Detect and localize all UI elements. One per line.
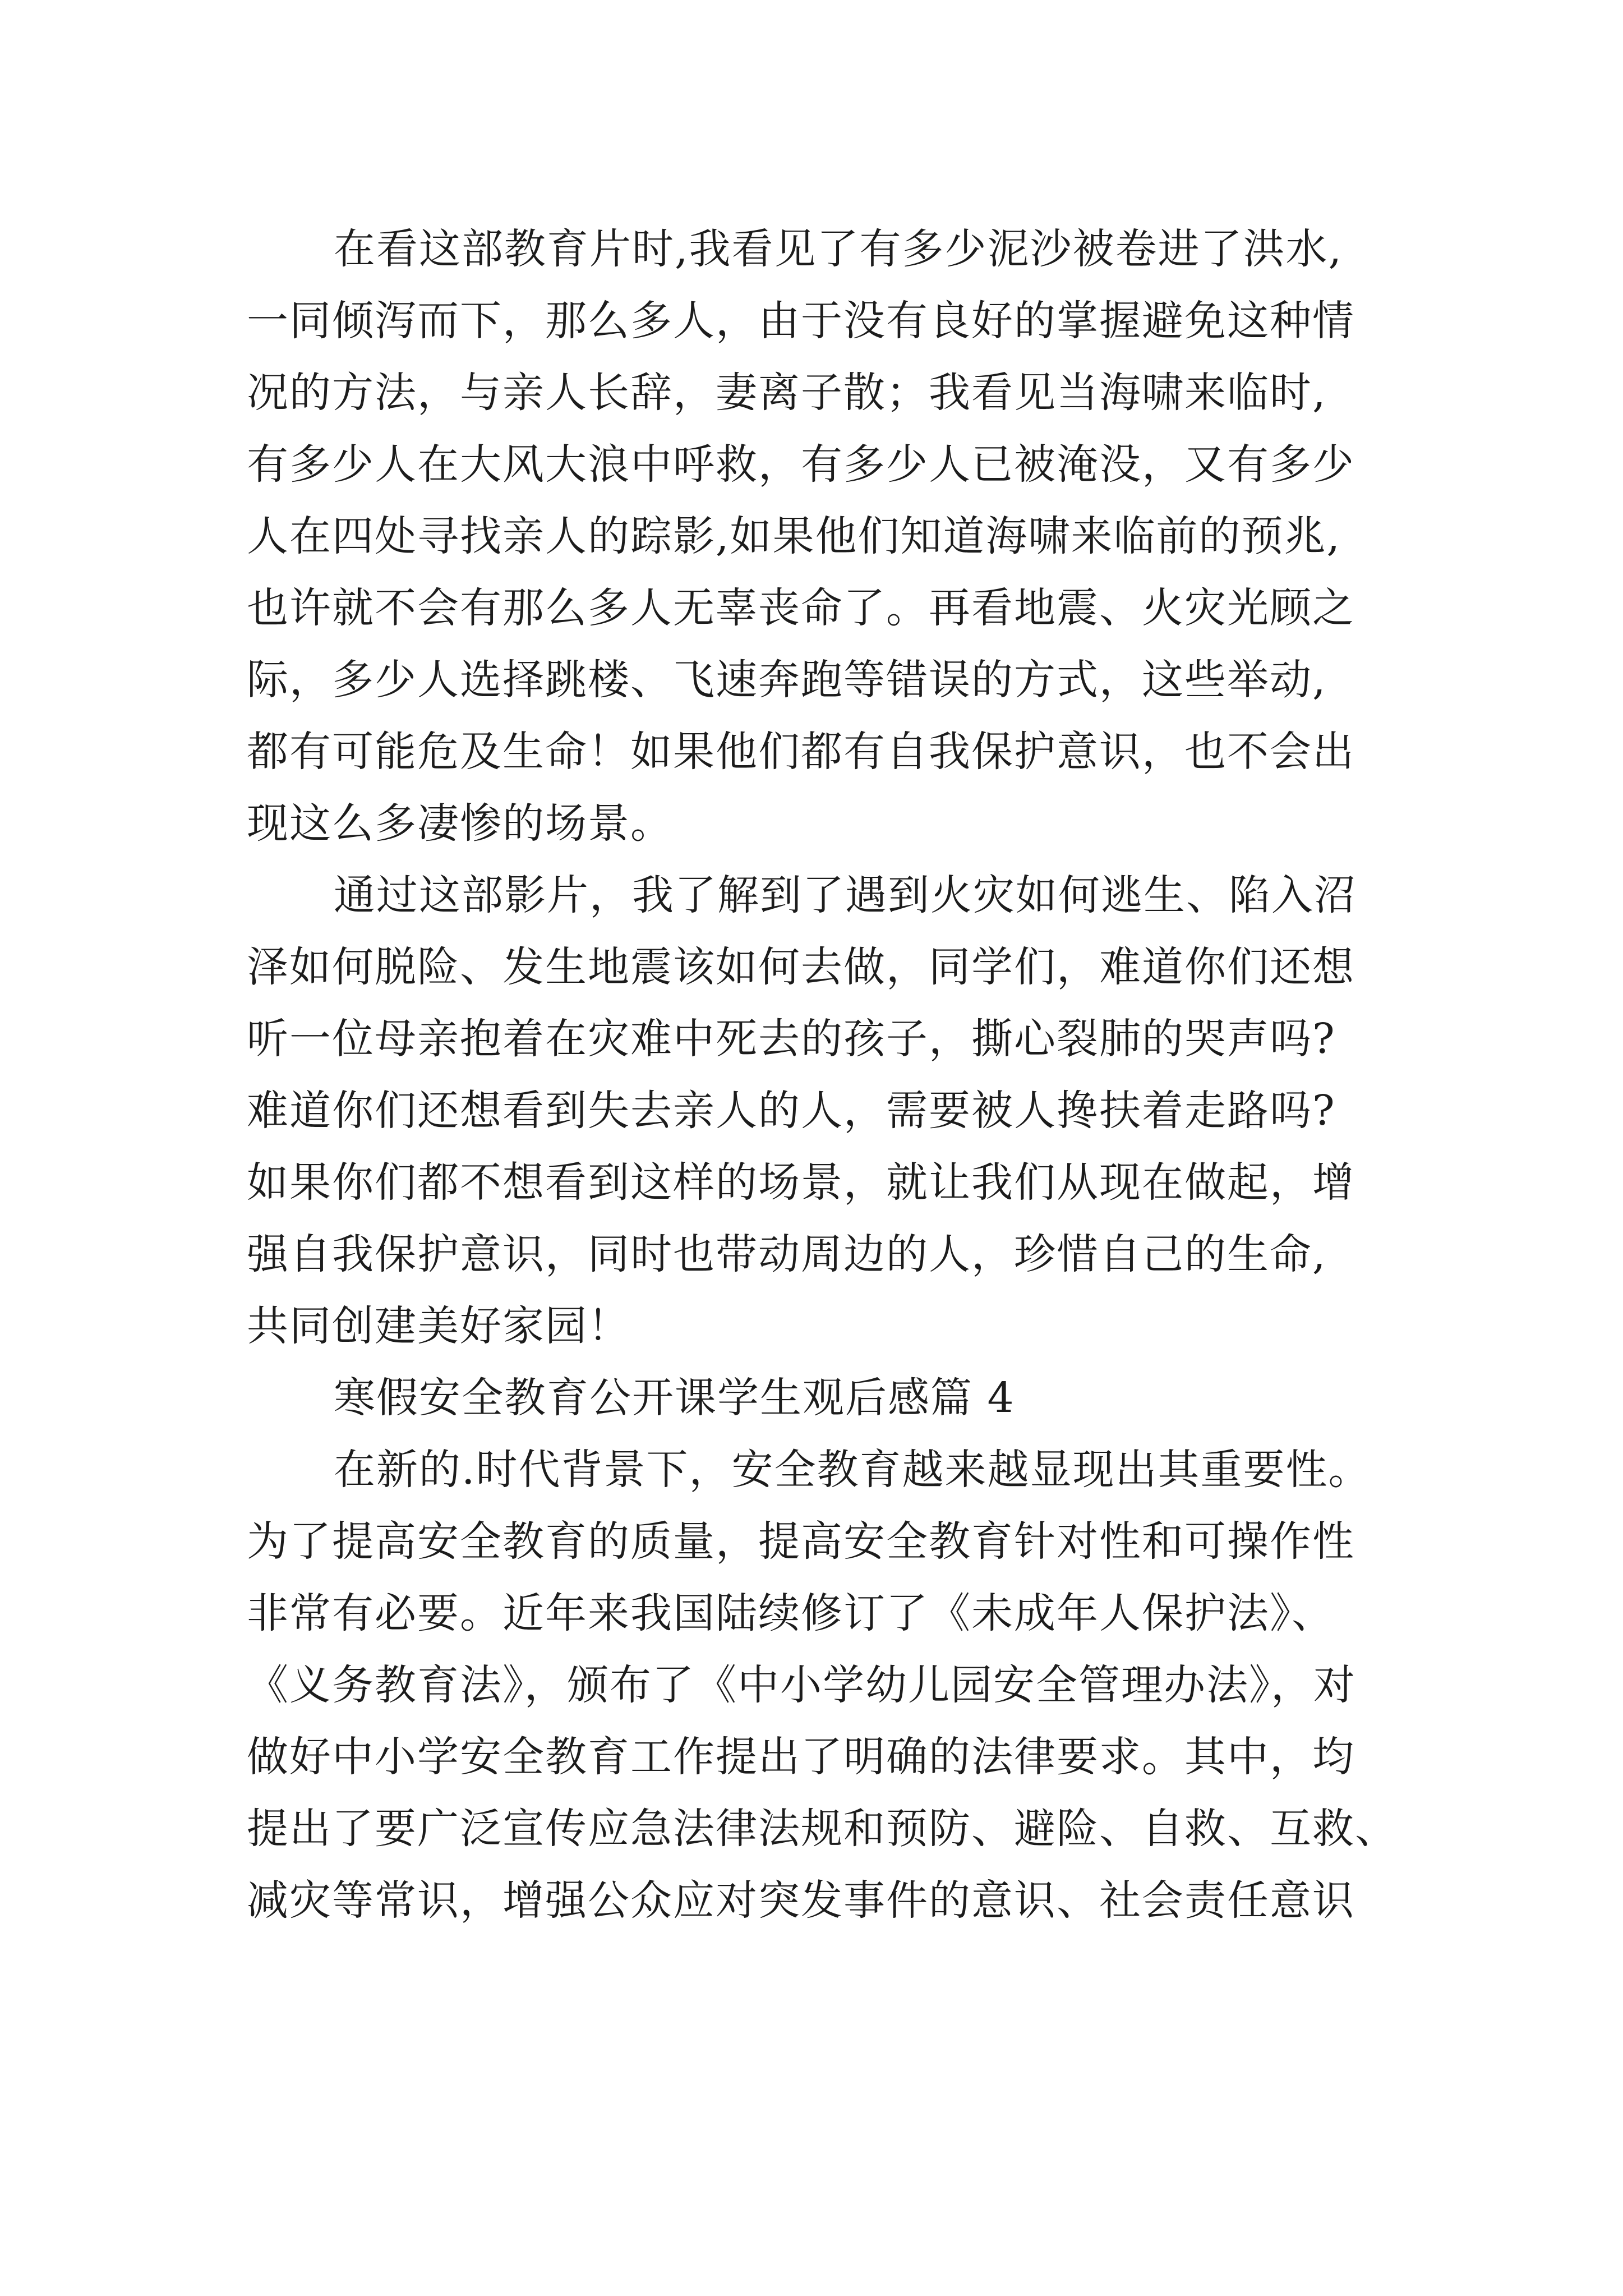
text-line: 为了提高安全教育的质量，提高安全教育针对性和可操作性	[247, 1517, 1355, 1566]
text-line: 做好中小学安全教育工作提出了明确的法律要求。其中，均	[247, 1733, 1355, 1781]
text-line: 也许就不会有那么多人无辜丧命了。再看地震、火灾光顾之	[247, 584, 1355, 632]
text-line: 在新的.时代背景下，安全教育越来越显现出其重要性。	[334, 1446, 1371, 1494]
text-line: 在看这部教育片时,我看见了有多少泥沙被卷进了洪水,	[334, 225, 1343, 273]
text-line: 际，多少人选择跳楼、飞速奔跑等错误的方式，这些举动,	[247, 656, 1327, 704]
text-line: 共同创建美好家园！	[247, 1302, 630, 1350]
text-line: 《义务教育法》，颁布了《中小学幼儿园安全管理办法》，对	[247, 1661, 1356, 1709]
text-line: 如果你们都不想看到这样的场景，就让我们从现在做起，增	[247, 1158, 1355, 1207]
text-line: 非常有必要。近年来我国陆续修订了《未成年人保护法》、	[247, 1589, 1334, 1637]
body-text	[247, 213, 1424, 1936]
text-line: 有多少人在大风大浪中呼救，有多少人已被淹没，又有多少	[247, 440, 1355, 489]
text-line: 一同倾泻而下，那么多人，由于没有良好的掌握避免这种情	[247, 297, 1355, 345]
text-line: 泽如何脱险、发生地震该如何去做，同学们，难道你们还想	[247, 943, 1355, 991]
text-line: 况的方法，与亲人长辞，妻离子散；我看见当海啸来临时,	[247, 369, 1327, 417]
text-line: 人在四处寻找亲人的踪影,如果他们知道海啸来临前的预兆,	[247, 512, 1341, 560]
text-line: 强自我保护意识，同时也带动周边的人，珍惜自己的生命,	[247, 1230, 1327, 1278]
text-line: 现这么多凄惨的场景。	[247, 799, 673, 848]
text-line: 减灾等常识，增强公众应对突发事件的意识、社会责任意识	[247, 1876, 1355, 1925]
text-line: 都有可能危及生命！如果他们都有自我保护意识，也不会出	[247, 728, 1355, 776]
text-line: 提出了要广泛宣传应急法律法规和预防、避险、自救、互救、	[247, 1805, 1398, 1853]
text-line: 通过这部影片，我了解到了遇到火灾如何逃生、陷入沼	[334, 871, 1357, 919]
text-line: 寒假安全教育公开课学生观后感篇 4	[334, 1374, 1015, 1422]
text-line: 听一位母亲抱着在灾难中死去的孩子，撕心裂肺的哭声吗?	[247, 1015, 1336, 1063]
text-line: 难道你们还想看到失去亲人的人，需要被人搀扶着走路吗?	[247, 1087, 1336, 1135]
